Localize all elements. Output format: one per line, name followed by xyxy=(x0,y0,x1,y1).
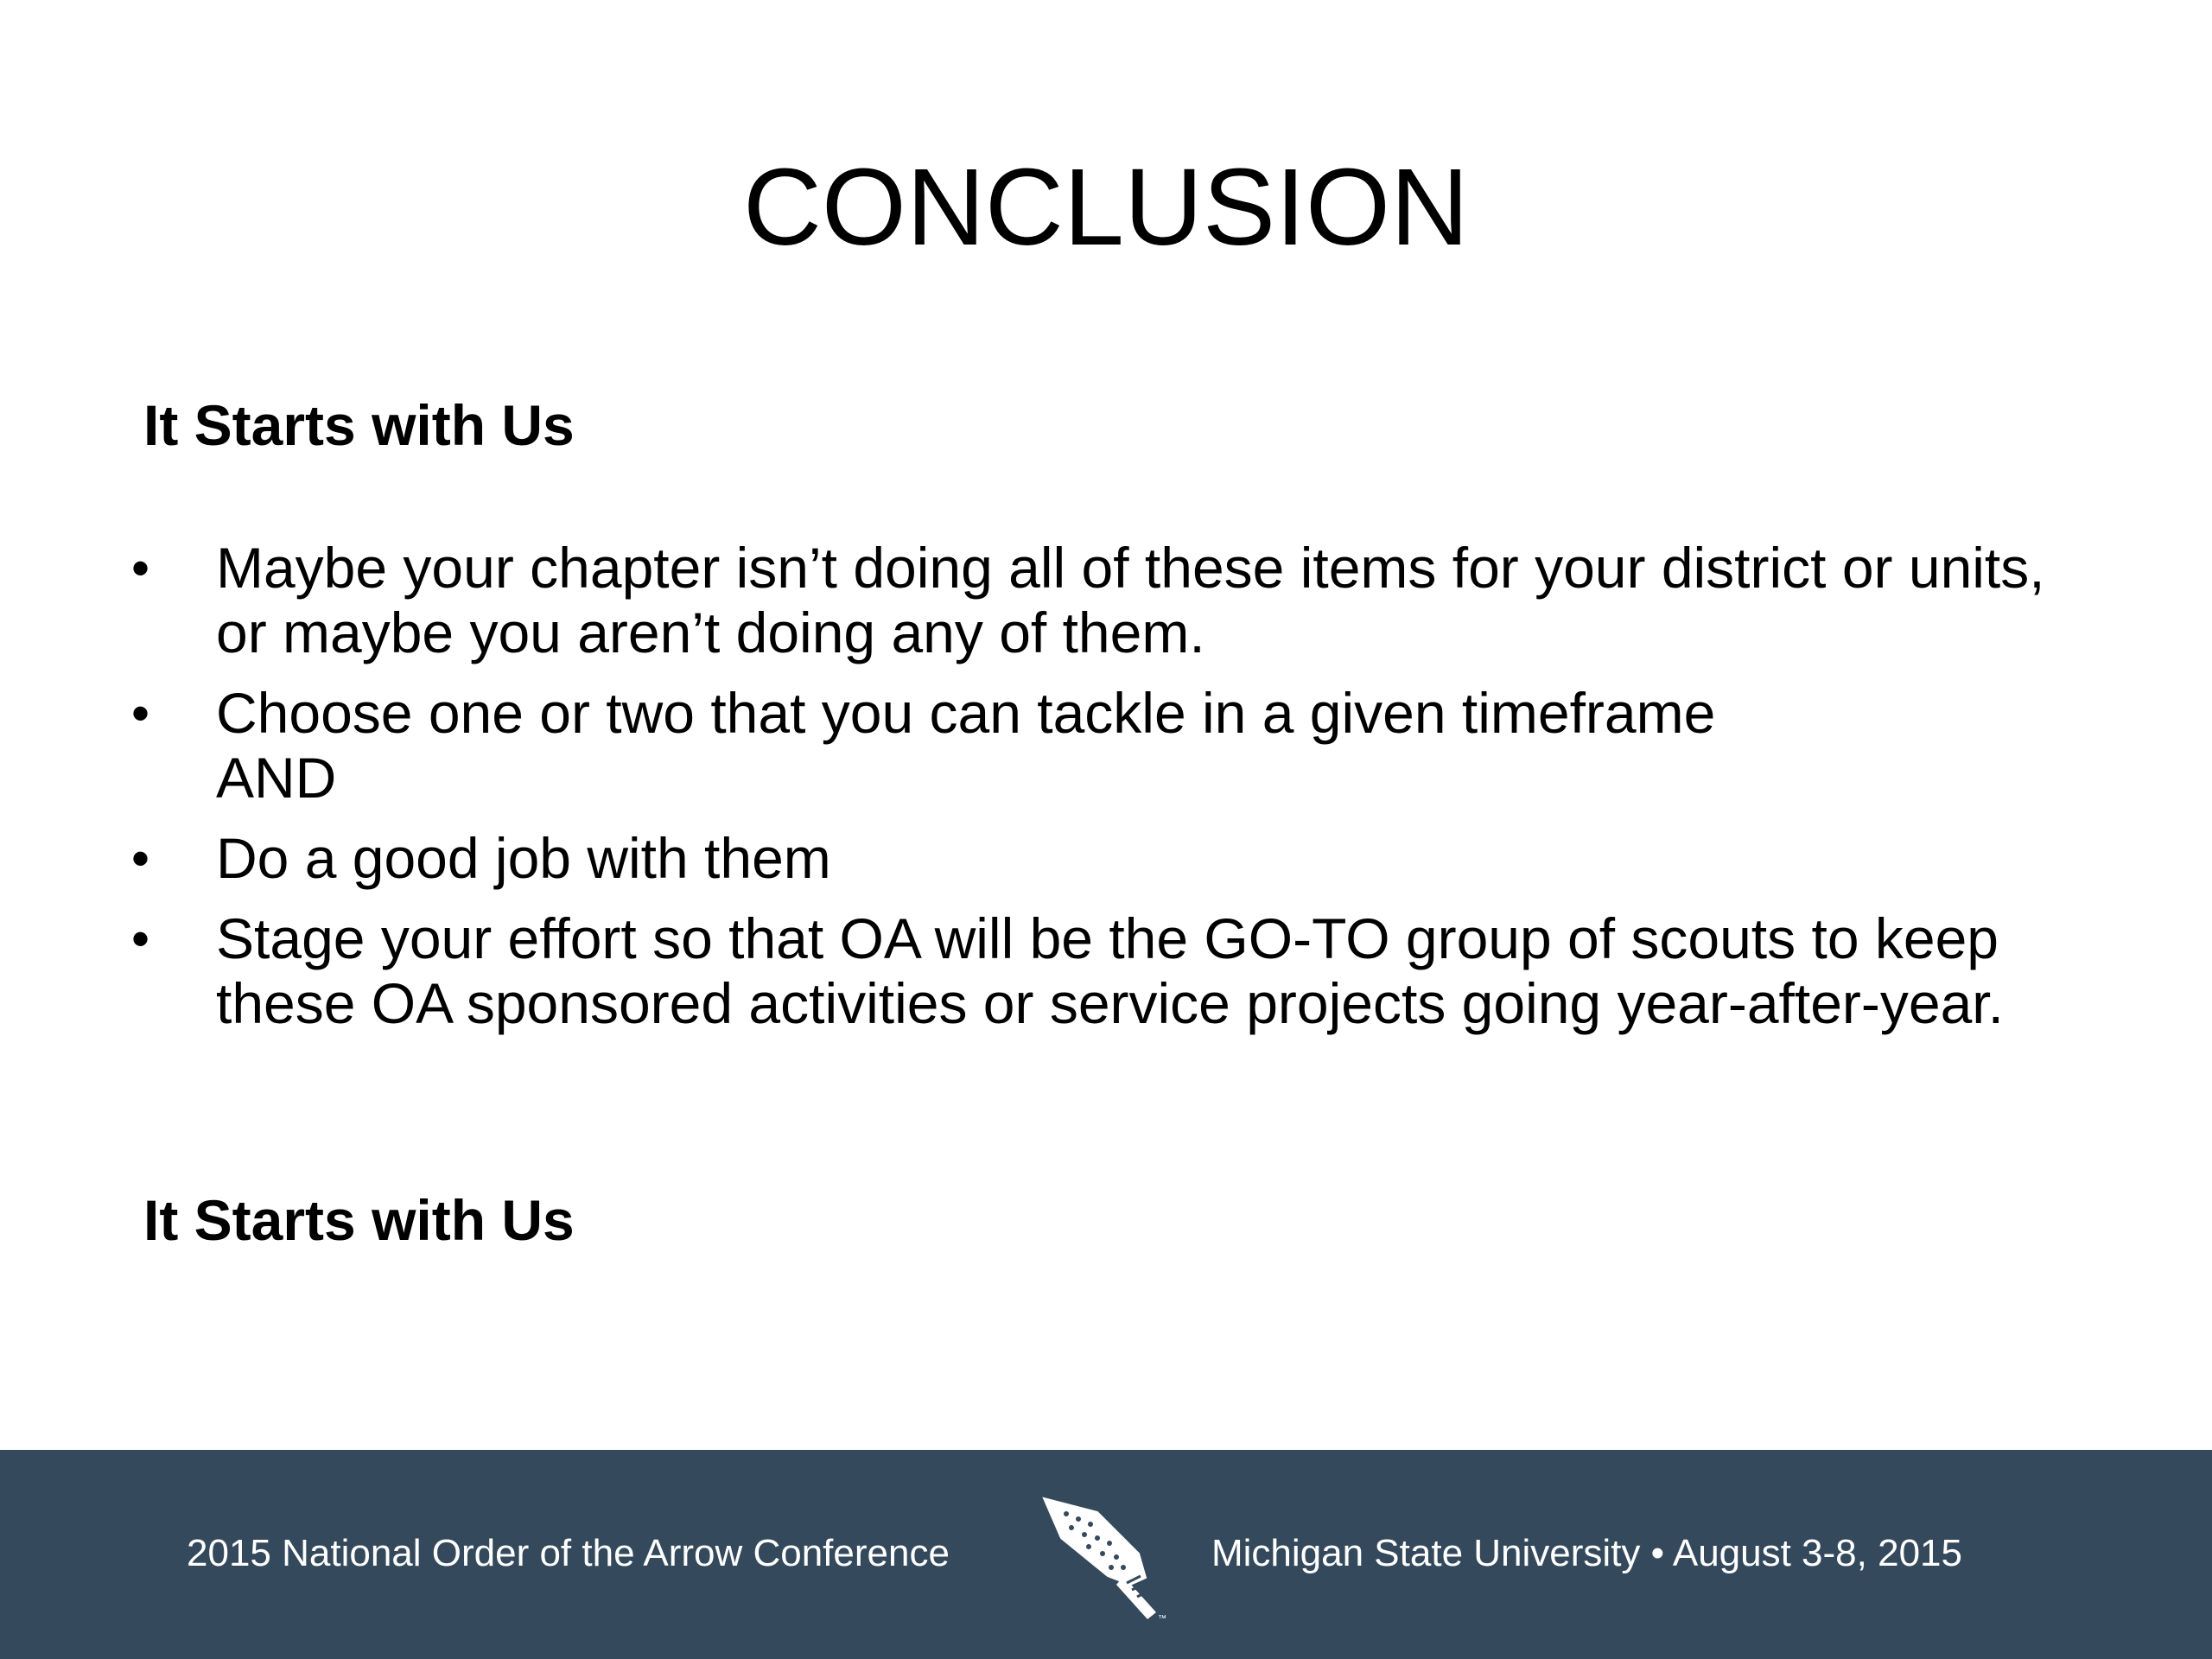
subheading-top: It Starts with Us xyxy=(143,393,575,457)
bullet-item-3 xyxy=(0,826,2212,891)
bullet-text-2: Choose one or two that you can tackle in a given timeframe xyxy=(216,681,1716,745)
footer-location-dates: Michigan State University • August 3-8, 2015 xyxy=(1211,1532,1962,1574)
bullet-item-4 xyxy=(0,906,2212,1036)
bullet-dot-icon: • xyxy=(131,539,150,597)
bullet-dot-icon: • xyxy=(131,684,150,742)
footer-bar xyxy=(0,1450,2212,1659)
bullet-item-1 xyxy=(0,536,2212,665)
bullet-text-1: Maybe your chapter isn’t doing all of these items for your district or units, or maybe you aren’t doing any of them. xyxy=(216,536,2045,664)
bullet-dot-icon: • xyxy=(131,830,150,887)
bullet-dot-icon: • xyxy=(131,910,150,968)
bullet-text-2-continuation: AND xyxy=(216,746,337,810)
bullet-text-3: Do a good job with them xyxy=(216,826,831,890)
subheading-bottom: It Starts with Us xyxy=(143,1188,575,1252)
bullet-list xyxy=(0,536,2212,1052)
slide-title: CONCLUSION xyxy=(742,146,1470,268)
bullet-item-2 xyxy=(0,681,2212,810)
bullet-text-4: Stage your effort so that OA will be the GO-TO group of scouts to keep these OA sponsored activities or service projects going year-after-year. xyxy=(216,906,2004,1035)
footer-conference-name: 2015 National Order of the Arrow Conference xyxy=(187,1532,950,1574)
arrowhead-logo-icon xyxy=(1037,1493,1175,1623)
svg-text:™: ™ xyxy=(1158,1614,1166,1623)
